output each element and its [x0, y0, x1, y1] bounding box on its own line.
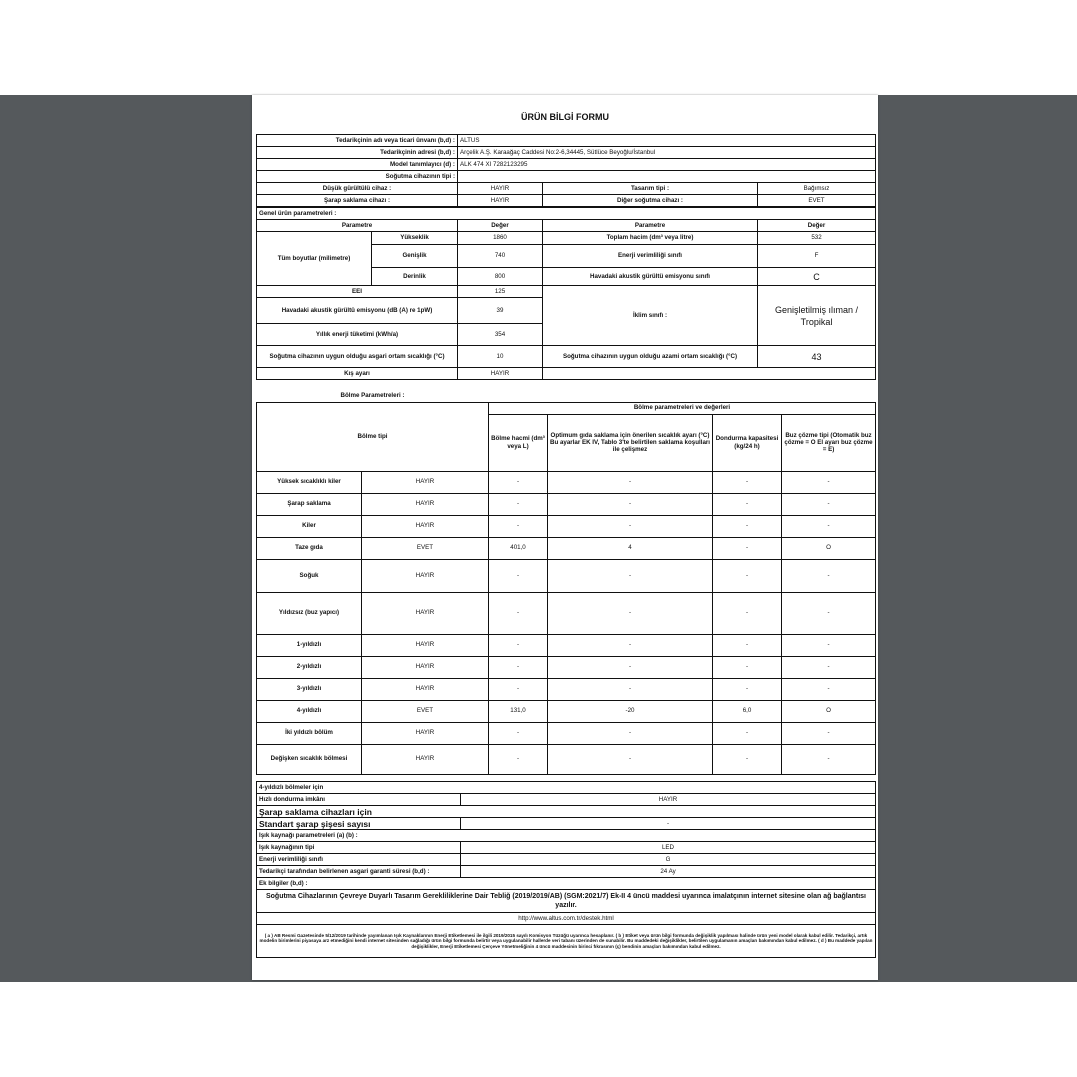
bottles-label: Standart şarap şişesi sayısı: [257, 818, 461, 830]
compartment-present: HAYIR: [362, 559, 489, 592]
height-value: 1860: [458, 232, 543, 245]
freeze-header: Dondurma kapasitesi (kg/24 h): [713, 414, 782, 471]
light-section: Işık kaynağı parametreleri (a) (b) :: [257, 830, 876, 842]
light-class-value: G: [461, 854, 876, 866]
compartment-volume: -: [489, 471, 548, 493]
compartment-rows: [257, 471, 876, 774]
winter-label: Kış ayarı: [257, 368, 458, 380]
footnote: ( a ) AB Resmi Gazetesinde 5/12/2019 tarihinde yayımlanan Işık Kaynaklarının Enerji Etiketlemesi ile ilgili 2019/2015 sayılı Komisyon Tüzüğü uyarınca hesaplanır. ( b ) Etiket veya ürün bilgi formunda değişiklik yapılması halinde ürün yeni model olarak kabul edilir. Tedarikçi, artık modelin birimlerini piyasaya arz etmediğini kendi internet sitesinden sağladığı ürün bilgi formunda belirtir veya uygulanabilir hallerde veri tabanı üzerinden de sunabilir. Bu maddedeki değişiklikler, belirtilen uygulamanın amaçları bakımından kabul edilmez. ( d ) Bu maddede yapılan değişiklikler, Enerji Etiketlemesi Çerçeve Yönetmeliğinin 4 üncü maddesinin birinci fıkrasının (ç) bendinin amaçları bakımından kabul edilmez.: [257, 925, 876, 958]
general-parameters-table: [256, 207, 876, 380]
compartment-defrost: -: [782, 722, 876, 744]
compartment-volume: -: [489, 634, 548, 656]
compartment-volume: -: [489, 493, 548, 515]
winter-blank: [543, 368, 876, 380]
page-title: ÜRÜN BİLGİ FORMU: [521, 112, 609, 122]
compartment-defrost: -: [782, 592, 876, 634]
min-temp-value: 10: [458, 346, 543, 368]
compartment-temp: -: [548, 515, 713, 537]
extra-info-label: Ek bilgiler (b,d) :: [257, 878, 876, 890]
design-value: Bağımsız: [758, 183, 876, 195]
compartment-volume: -: [489, 592, 548, 634]
compartment-defrost: -: [782, 493, 876, 515]
compartment-freeze: -: [713, 678, 782, 700]
max-temp-label: Soğutma cihazının uygun olduğu azami ortam sıcaklığı (°C): [543, 346, 758, 368]
compartment-temp: -: [548, 656, 713, 678]
compartment-temp: -: [548, 493, 713, 515]
climate-label: İklim sınıfı :: [543, 286, 758, 346]
compartment-present: HAYIR: [362, 634, 489, 656]
compartment-temp: -: [548, 592, 713, 634]
compartment-freeze: -: [713, 537, 782, 559]
table-row: [257, 537, 876, 559]
annual-energy-label: Yıllık enerji tüketimi (kWh/a): [257, 324, 458, 346]
light-type-value: LED: [461, 842, 876, 854]
table-row: [257, 700, 876, 722]
address-label: Tedarikçinin adresi (b,d) :: [257, 147, 458, 159]
table-row: [257, 592, 876, 634]
compartment-freeze: -: [713, 471, 782, 493]
compartment-defrost: O: [782, 537, 876, 559]
compartment-present: HAYIR: [362, 515, 489, 537]
compartment-name: İki yıldızlı bölüm: [257, 722, 362, 744]
model-value: ALK 474 XI 7282123295: [458, 159, 876, 171]
width-value: 740: [458, 245, 543, 268]
compartment-present: HAYIR: [362, 471, 489, 493]
compartment-volume: -: [489, 559, 548, 592]
compartment-section-blank: [489, 390, 876, 402]
compartment-temp: -: [548, 722, 713, 744]
bottles-value: -: [461, 818, 876, 830]
address-value: Arçelik A.Ş. Karaağaç Caddesi No:2-6,34445, Sütlüce Beyoğlu/İstanbul: [458, 147, 876, 159]
compartment-name: Yıldızsız (buz yapıcı): [257, 592, 362, 634]
fast-freeze-value: HAYIR: [461, 794, 876, 806]
defrost-header: Buz çözme tipi (Otomatik buz çözme = O El ayarı buz çözme = E): [782, 414, 876, 471]
compartment-defrost: -: [782, 515, 876, 537]
table-row: [257, 634, 876, 656]
eei-value: 125: [458, 286, 543, 298]
value-header-2: Değer: [758, 220, 876, 232]
compartment-volume: -: [489, 656, 548, 678]
compartment-name: 1-yıldızlı: [257, 634, 362, 656]
compartment-defrost: -: [782, 744, 876, 774]
general-section-title: Genel ürün parametreleri :: [257, 208, 876, 220]
compartment-table: [256, 390, 876, 775]
other-label: Diğer soğutma cihazı :: [543, 195, 758, 207]
max-temp-value: 43: [758, 346, 876, 368]
supplier-value: ALTUS: [458, 135, 876, 147]
compartment-volume: -: [489, 678, 548, 700]
compartment-present: HAYIR: [362, 493, 489, 515]
volume-value: 532: [758, 232, 876, 245]
compartment-name: Taze gıda: [257, 537, 362, 559]
compartment-defrost: -: [782, 656, 876, 678]
compartment-freeze: -: [713, 493, 782, 515]
compartment-name: 4-yıldızlı: [257, 700, 362, 722]
compartment-group-header: Bölme parametreleri ve değerleri: [489, 402, 876, 414]
warranty-label: Tedarikçi tarafından belirlenen asgari garanti süresi (b,d) :: [257, 866, 461, 878]
table-row: [257, 744, 876, 774]
compartment-name: Yüksek sıcaklıklı kiler: [257, 471, 362, 493]
noise-label: Havadaki akustik gürültü emisyonu (dB (A) re 1pW): [257, 298, 458, 324]
light-type-label: Işık kaynağının tipi: [257, 842, 461, 854]
compartment-present: EVET: [362, 700, 489, 722]
compartment-present: HAYIR: [362, 744, 489, 774]
compartment-volume: 131,0: [489, 700, 548, 722]
wine-value: HAYIR: [458, 195, 543, 207]
table-row: [257, 471, 876, 493]
compartment-freeze: 6,0: [713, 700, 782, 722]
compartment-defrost: O: [782, 700, 876, 722]
annual-energy-value: 354: [458, 324, 543, 346]
compartment-present: HAYIR: [362, 592, 489, 634]
compartment-temp: -: [548, 471, 713, 493]
model-label: Model tanımlayıcı (d) :: [257, 159, 458, 171]
table-row: [257, 493, 876, 515]
compartment-section-title: Bölme Parametreleri :: [340, 392, 405, 400]
param-header-2: Parametre: [543, 220, 758, 232]
table-row: [257, 559, 876, 592]
warranty-value: 24 Ay: [461, 866, 876, 878]
noise-class-value: C: [758, 268, 876, 286]
four-star-section: 4-yıldızlı bölmeler için: [257, 782, 876, 794]
compartment-freeze: -: [713, 592, 782, 634]
compartment-temp: -: [548, 559, 713, 592]
value-header: Değer: [458, 220, 543, 232]
param-header: Parametre: [257, 220, 458, 232]
other-value: EVET: [758, 195, 876, 207]
compartment-name: Değişken sıcaklık bölmesi: [257, 744, 362, 774]
compartment-temp: 4: [548, 537, 713, 559]
supplier-table: [256, 134, 876, 207]
supplier-label: Tedarikçinin adı veya ticari ünvanı (b,d) :: [257, 135, 458, 147]
eei-label: EEI: [257, 286, 458, 298]
type-value: [458, 171, 876, 183]
fast-freeze-label: Hızlı dondurma imkânı: [257, 794, 461, 806]
climate-value: Genişletilmiş ılıman / Tropikal: [758, 286, 876, 346]
energy-class-value: F: [758, 245, 876, 268]
compartment-present: HAYIR: [362, 678, 489, 700]
compartment-freeze: -: [713, 722, 782, 744]
light-class-label: Enerji verimliliği sınıfı: [257, 854, 461, 866]
compartment-temp: -: [548, 634, 713, 656]
volume-header: Bölme hacmi (dm³ veya L): [489, 414, 548, 471]
width-label: Genişlik: [372, 245, 458, 268]
compartment-volume: 401,0: [489, 537, 548, 559]
depth-value: 800: [458, 268, 543, 286]
lownoise-label: Düşük gürültülü cihaz :: [257, 183, 458, 195]
compartment-name: Soğuk: [257, 559, 362, 592]
compartment-freeze: -: [713, 634, 782, 656]
compartment-present: EVET: [362, 537, 489, 559]
temp-header: Optimum gıda saklama için önerilen sıcaklık ayarı (°C) Bu ayarlar EK IV, Tablo 3'te belirtilen saklama koşulları ile çelişmez: [548, 414, 713, 471]
dimensions-label: Tüm boyutlar (milimetre): [257, 232, 372, 286]
compartment-defrost: -: [782, 559, 876, 592]
table-row: [257, 722, 876, 744]
type-label: Soğutma cihazının tipi :: [257, 171, 458, 183]
compartment-freeze: -: [713, 744, 782, 774]
compartment-name: 3-yıldızlı: [257, 678, 362, 700]
regulation-text: Soğutma Cihazlarının Çevreye Duyarlı Tasarım Gerekliliklerine Dair Tebliğ (2019/2019/AB) (SGM:2021/7) Ek-II 4 üncü maddesi uyarınca imalatçının internet sitesine olan ağ bağlantısı yazılır.: [257, 890, 876, 913]
noise-value: 39: [458, 298, 543, 324]
min-temp-label: Soğutma cihazının uygun olduğu asgari ortam sıcaklığı (°C): [257, 346, 458, 368]
support-link[interactable]: http://www.altus.com.tr/destek.html: [257, 913, 876, 925]
document-page: [252, 95, 878, 980]
compartment-freeze: -: [713, 656, 782, 678]
bottom-table: [256, 781, 876, 958]
lownoise-value: HAYIR: [458, 183, 543, 195]
wine-section: Şarap saklama cihazları için: [257, 806, 876, 818]
compartment-present: HAYIR: [362, 656, 489, 678]
compartment-volume: -: [489, 515, 548, 537]
compartment-volume: -: [489, 722, 548, 744]
compartment-defrost: -: [782, 634, 876, 656]
wine-label: Şarap saklama cihazı :: [257, 195, 458, 207]
compartment-defrost: -: [782, 678, 876, 700]
compartment-temp: -20: [548, 700, 713, 722]
compartment-name: 2-yıldızlı: [257, 656, 362, 678]
compartment-name: Şarap saklama: [257, 493, 362, 515]
compartment-freeze: -: [713, 515, 782, 537]
design-label: Tasarım tipi :: [543, 183, 758, 195]
compartment-present: HAYIR: [362, 722, 489, 744]
height-label: Yükseklik: [372, 232, 458, 245]
compartment-volume: -: [489, 744, 548, 774]
table-row: [257, 678, 876, 700]
compartment-name: Kiler: [257, 515, 362, 537]
compartment-freeze: -: [713, 559, 782, 592]
compartment-defrost: -: [782, 471, 876, 493]
table-row: [257, 656, 876, 678]
noise-class-label: Havadaki akustik gürültü emisyonu sınıfı: [543, 268, 758, 286]
depth-label: Derinlik: [372, 268, 458, 286]
compartment-temp: -: [548, 744, 713, 774]
compartment-type-header: Bölme tipi: [257, 402, 489, 471]
winter-value: HAYIR: [458, 368, 543, 380]
energy-class-label: Enerji verimliliği sınıfı: [543, 245, 758, 268]
compartment-temp: -: [548, 678, 713, 700]
table-row: [257, 515, 876, 537]
volume-label: Toplam hacim (dm³ veya litre): [543, 232, 758, 245]
